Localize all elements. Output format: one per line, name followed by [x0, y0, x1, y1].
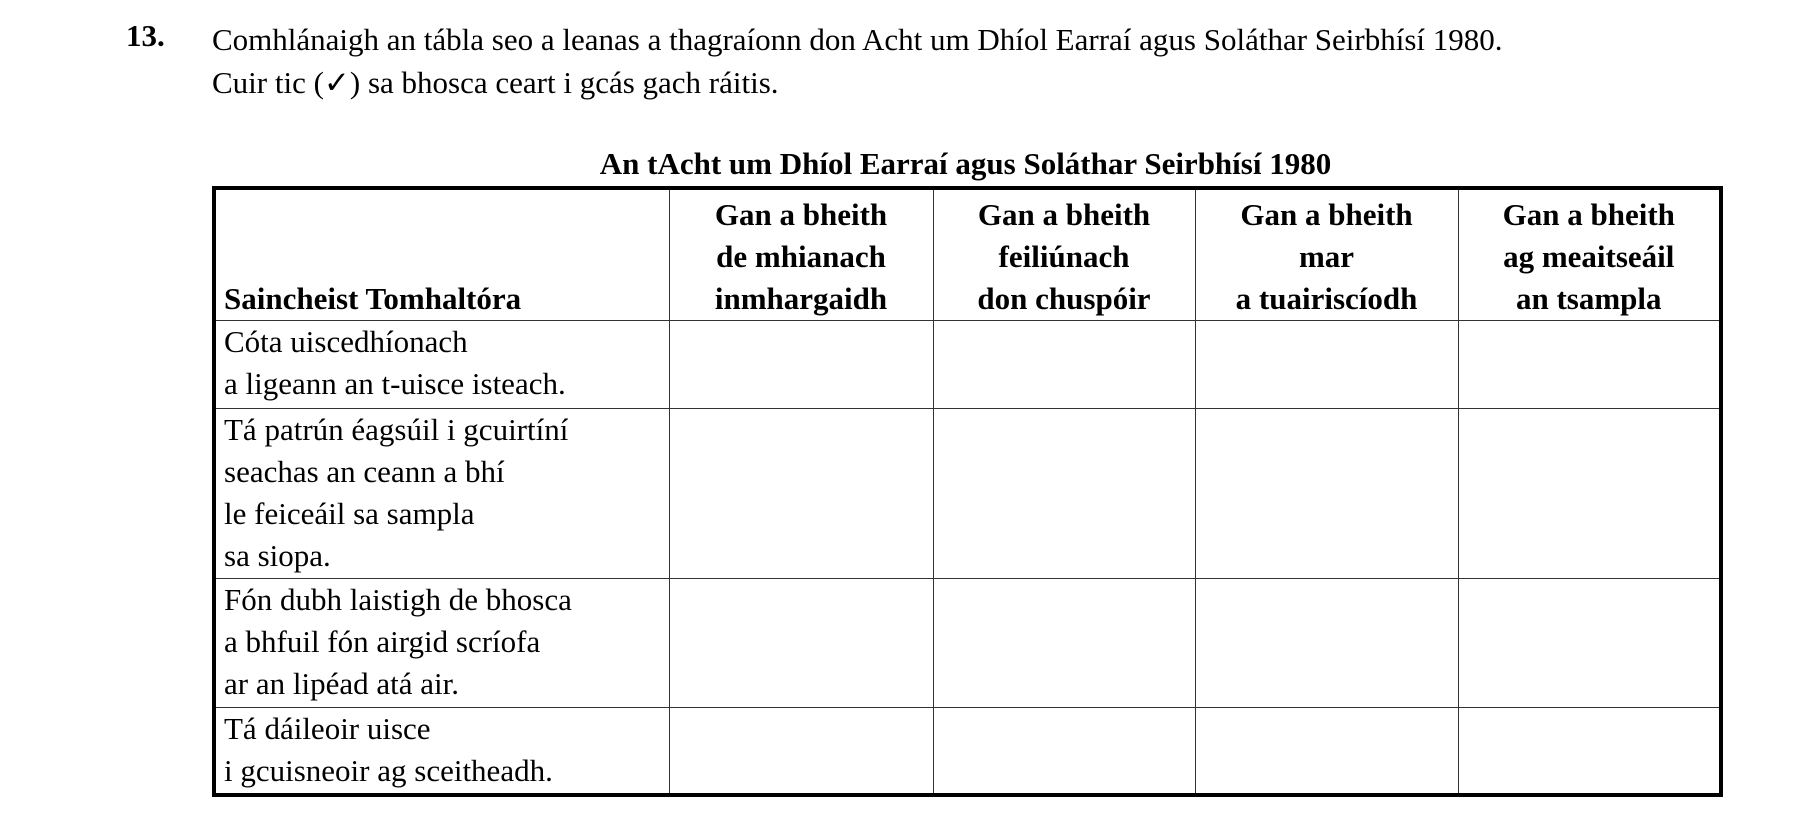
tick-box[interactable] [1195, 320, 1458, 408]
table-row [214, 408, 1721, 578]
tick-box[interactable] [1195, 707, 1458, 795]
text-line: a ligeann an t-uisce isteach. [224, 365, 566, 401]
text-line: ar an lipéad atá air. [224, 665, 459, 701]
text-line: Tá patrún éagsúil i gcuirtíní [224, 411, 569, 447]
tick-box[interactable] [669, 707, 933, 795]
text-line: don chuspóir [977, 280, 1151, 316]
text-line: inmhargaidh [714, 280, 888, 316]
issue-cell [214, 578, 669, 707]
text-line: an tsampla [1515, 280, 1662, 316]
tick-box[interactable] [1458, 320, 1721, 408]
answer-table [212, 186, 1723, 797]
tick-box[interactable] [669, 578, 933, 707]
table-row [214, 320, 1721, 408]
header-as-described [1195, 188, 1458, 320]
header-merchantable-quality [669, 188, 933, 320]
text-line: mar [1298, 238, 1355, 274]
text-line: a tuairiscíodh [1235, 280, 1418, 316]
text-line: Gan a bheith [1502, 196, 1675, 232]
text-line: de mhianach [716, 238, 886, 274]
tick-box[interactable] [1195, 408, 1458, 578]
text-line: feiliúnach [998, 238, 1130, 274]
text-line: seachas an ceann a bhí [224, 453, 505, 489]
question-line-2: Cuir tic (✓) sa bhosca ceart i gcás gach ráitis. [212, 65, 779, 100]
text-line: i gcuisneoir ag sceitheadh. [224, 752, 553, 788]
table-row [214, 707, 1721, 795]
text-line: Gan a bheith [977, 196, 1151, 232]
text-line: a bhfuil fón airgid scríofa [224, 623, 541, 659]
text-line: Saincheist Tomhaltóra [224, 280, 522, 316]
text-line: le feiceáil sa sampla [224, 495, 475, 531]
text-line: Gan a bheith [714, 196, 888, 232]
tick-box[interactable] [1458, 707, 1721, 795]
table-title: An tAcht um Dhíol Earraí agus Soláthar Seirbhísí 1980 [599, 146, 1332, 181]
text-line: Cóta uiscedhíonach [224, 323, 468, 359]
text-line: Fón dubh laistigh de bhosca [224, 581, 572, 617]
tick-box[interactable] [669, 408, 933, 578]
issue-cell [214, 707, 669, 795]
tick-box[interactable] [1195, 578, 1458, 707]
text-line: sa siopa. [224, 537, 331, 573]
text-line: Tá dáileoir uisce [224, 710, 431, 746]
table-row [214, 578, 1721, 707]
header-row [214, 188, 1721, 320]
question-line-1: Comhlánaigh an tábla seo a leanas a thagraíonn don Acht um Dhíol Earraí agus Soláthar Seirbhísí 1980. [212, 22, 1503, 57]
tick-box[interactable] [933, 408, 1195, 578]
tick-box[interactable] [669, 320, 933, 408]
issue-cell [214, 408, 669, 578]
issue-cell [214, 320, 669, 408]
tick-box[interactable] [1458, 578, 1721, 707]
question-number: 13. [126, 18, 165, 53]
tick-box[interactable] [1458, 408, 1721, 578]
tick-box[interactable] [933, 707, 1195, 795]
question-text [212, 18, 1503, 104]
header-fit-for-purpose [933, 188, 1195, 320]
text-line: Gan a bheith [1240, 196, 1413, 232]
text-line: ag meaitseáil [1503, 238, 1675, 274]
tick-box[interactable] [933, 320, 1195, 408]
header-consumer-issue [214, 188, 669, 320]
header-match-sample [1458, 188, 1721, 320]
tick-box[interactable] [933, 578, 1195, 707]
